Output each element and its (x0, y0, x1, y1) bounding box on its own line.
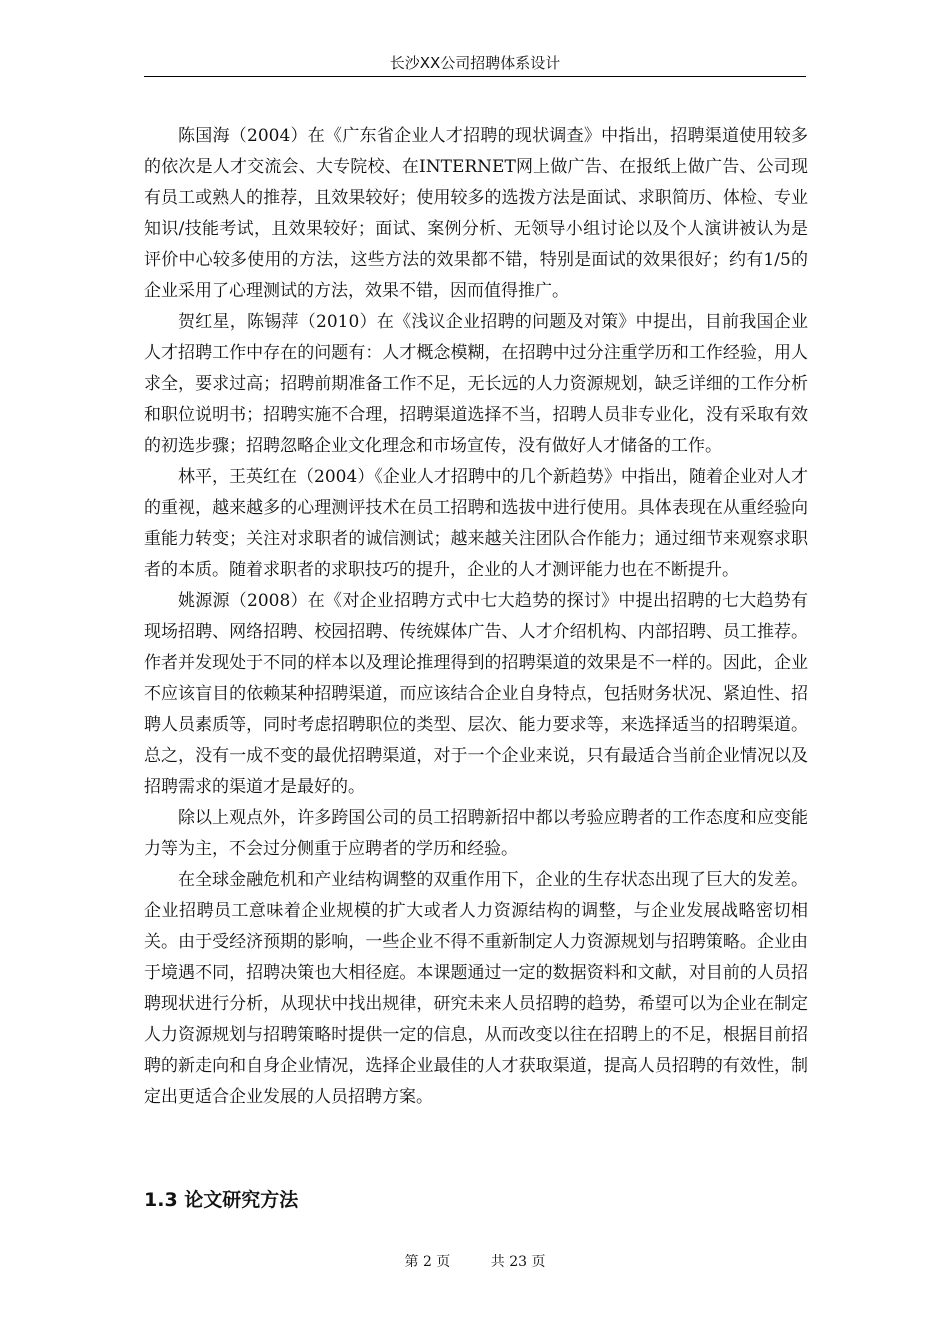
page-footer (144, 1251, 806, 1271)
paragraph: 在全球金融危机和产业结构调整的双重作用下，企业的生存状态出现了巨大的发差。企业招聘员工意味着企业规模的扩大或者人力资源结构的调整，与企业发展战略密切相关。由于受经济预期的影响，一些企业不得不重新制定人力资源规划与招聘策略。企业由于境遇不同，招聘决策也大相径庭。本课题通过一定的数据资料和文献，对目前的人员招聘现状进行分析，从现状中找出规律，研究未来人员招聘的趋势，希望可以为企业在制定人力资源规划与招聘策略时提供一定的信息，从而改变以往在招聘上的不足，根据目前招聘的新走向和自身企业情况，选择企业最佳的人才获取渠道，提高人员招聘的有效性，制定出更适合企业发展的人员招聘方案。 (144, 870, 808, 1107)
paragraph: 贺红星，陈锡萍（2010）在《浅议企业招聘的问题及对策》中提出，目前我国企业人才招聘工作中存在的问题有：人才概念模糊，在招聘中过分注重学历和工作经验，用人求全，要求过高；招聘前期准备工作不足，无长远的人力资源规划，缺乏详细的工作分析和职位说明书；招聘实施不合理，招聘渠道选择不当，招聘人员非专业化，没有采取有效的初选步骤；招聘忽略企业文化理念和市场宣传，没有做好人才储备的工作。 (144, 312, 808, 456)
paragraph: 陈国海（2004）在《广东省企业人才招聘的现状调查》中指出，招聘渠道使用较多的依次是人才交流会、大专院校、在INTERNET网上做广告、在报纸上做广告、公司现有员工或熟人的推荐，且效果较好；使用较多的选拨方法是面试、求职简历、体检、专业知识/技能考试，且效果较好；面试、案例分析、无领导小组讨论以及个人演讲被认为是评价中心较多使用的方法，这些方法的效果都不错，特别是面试的效果很好；约有1/5的企业采用了心理测试的方法，效果不错，因而值得推广。 (144, 126, 808, 301)
header-divider (144, 76, 806, 77)
paragraph: 姚源源（2008）在《对企业招聘方式中七大趋势的探讨》中提出招聘的七大趋势有现场招聘、网络招聘、校园招聘、传统媒体广告、人才介绍机构、内部招聘、员工推荐。作者并发现处于不同的样本以及理论推理得到的招聘渠道的效果是不一样的。因此，企业不应该盲目的依赖某种招聘渠道，而应该结合企业自身特点，包括财务状况、紧迫性、招聘人员素质等，同时考虑招聘职位的类型、层次、能力要求等，来选择适当的招聘渠道。总之，没有一成不变的最优招聘渠道，对于一个企业来说，只有最适合当前企业情况以及招聘需求的渠道才是最好的。 (144, 591, 808, 797)
body-text (144, 121, 808, 1113)
section-heading: 1.3 论文研究方法 (144, 1189, 299, 1211)
running-header: 长沙XX公司招聘体系设计 (389, 54, 561, 72)
page-number: 第 2 页 (404, 1254, 451, 1270)
page-total: 共 23 页 (490, 1254, 546, 1270)
paragraph: 除以上观点外，许多跨国公司的员工招聘新招中都以考验应聘者的工作态度和应变能力等为主，不会过分侧重于应聘者的学历和经验。 (144, 808, 808, 859)
paragraph: 林平，王英红在（2004）《企业人才招聘中的几个新趋势》中指出，随着企业对人才的重视，越来越多的心理测评技术在员工招聘和选拔中进行使用。具体表现在从重经验向重能力转变；关注对求职者的诚信测试；越来越关注团队合作能力；通过细节来观察求职者的本质。随着求职者的求职技巧的提升，企业的人才测评能力也在不断提升。 (144, 467, 808, 580)
